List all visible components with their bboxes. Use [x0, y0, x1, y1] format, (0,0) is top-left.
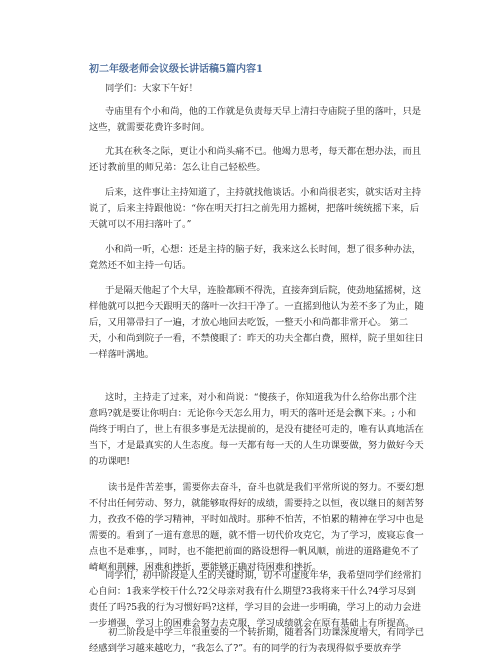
paragraph-line: 尚终于明白了，世上有很多事是无法提前的，是没有捷径可走的，唯有认真地活在	[89, 424, 424, 436]
paragraph	[89, 390, 424, 470]
paragraph-line: 读书是件苦差事，需要你去奋斗，奋斗也就是我们平常所说的努力。不要幻想	[108, 482, 425, 493]
paragraph-line: 后，又用箒帚扫了一遍，才放心地回去吃饭，一整天小和尚都非常开心。 第二	[89, 317, 409, 329]
paragraph-line: 崎岖和荆棘，困难和挫折，要能够正确对待困难和挫折。	[89, 562, 322, 574]
paragraph	[89, 242, 420, 274]
paragraph-line: 天，小和尚到院子一看，不禁傻眼了：昨天的功夫全都白费，照样，院子里如往日	[89, 333, 424, 345]
paragraph-line: 这些，就需要花费许多时间。	[89, 122, 210, 134]
paragraph-line: 小和尚一听，心想：还是主持的脑子好，我来这么长时间，想了很多种办法，	[105, 244, 422, 255]
paragraph-line: 天就可以不用扫落叶了。”	[89, 219, 192, 231]
paragraph-line: 意吗?就是要让你明白：无论你今天怎么用力，明天的落叶还是会飘下来。; 小和	[89, 408, 417, 420]
paragraph-line: 力，孜孜不倦的学习精神，平时如战时。那种不怕苦，不怕累的精神在学习中也是	[89, 514, 424, 526]
paragraph-line: 经感到学习越来越吃力，“我怎么了?”。有的同学的行为表现得似乎要放弃学	[89, 643, 401, 655]
paragraph-line: 初二阶段是中学三年很重要的一个转折期，随着各门功课深度增大，有同学已	[108, 627, 425, 638]
paragraph	[89, 81, 420, 97]
paragraph-line: 于是隔天他起了个大早，连脸都顾不得洗，直接奔到后院，使劲地猛摇树，这	[105, 285, 422, 296]
paragraph-line: 后来，这件事让主持知道了，主持就找他谈话。小和尚很老实，就实话对主持	[105, 187, 422, 198]
paragraph-line: 当下，才是最真实的人生态度。每一天都有每一天的人生功课要做，努力做好今天	[89, 440, 424, 452]
paragraph	[89, 104, 420, 136]
paragraph-line: 点也不是难事，，同时，也不能把前面的路设想得一帆风顺，前进的道路避免不了	[89, 546, 420, 558]
document-title: 初二年级老师会议级长讲话稿5篇内容1	[89, 64, 263, 75]
paragraph-line: 需要的。看到了一道有意思的题，就不惜一切代价攻克它，为了学习，废寝忘食一	[89, 530, 424, 542]
paragraph-line: 样他就可以把今天跟明天的落叶一次扫干净了。一直摇到他认为差不多了为止，随	[89, 301, 424, 313]
paragraph-line: 责任了吗?5我的行为习惯好吗?这样，学习目的会进一步明确，学习上的动力会进	[89, 602, 421, 614]
paragraph-line: 的功课吧!	[89, 456, 130, 468]
paragraph-line: 同学们，初中阶段是人生的关键时期，切不可虚度年华，我希望同学们经常扪	[105, 570, 422, 581]
paragraph	[89, 185, 420, 233]
paragraph	[89, 480, 425, 577]
paragraph	[89, 568, 420, 632]
paragraph	[89, 283, 424, 363]
paragraph-line: 一步增强，学习上的困难会努力去克服，学习成绩就会在原有基础上有所提高。	[89, 618, 415, 630]
paragraph-line: 一样落叶满地。	[89, 349, 155, 361]
paragraph	[89, 625, 425, 657]
paragraph-line: 不付出任何劳动、努力，就能够取得好的成绩，需要持之以恒，夜以继日的刻苦努	[89, 498, 424, 510]
paragraph-line: 这时，主持走了过来，对小和尚说：“傻孩子，你知道我为什么给你出那个注	[105, 392, 417, 403]
paragraph-line: 尤其在秋冬之际，更让小和尚头痛不已。他竭力思考，每天都在想办法，而且	[105, 146, 422, 157]
paragraph-line: 竟然还不如主持一句话。	[89, 260, 192, 272]
paragraph-line: 同学们：大家下午好！	[105, 83, 198, 94]
paragraph-line: 寺庙里有个小和尚，他的工作就是负责每天早上清扫寺庙院子里的落叶，只是	[105, 106, 422, 117]
paragraph	[89, 144, 420, 176]
paragraph-line: 说了，后来主持跟他说：“你在明天打扫之前先用力摇树，把落叶统统摇下来，后	[89, 203, 420, 215]
paragraph-line: 还讨教前里的师兄弟：怎么让自己轻松些。	[89, 162, 266, 174]
paragraph-line: 心自问：1我来学校干什么?2父母亲对我有什么期望?3我将来干什么?4学习尽到	[89, 586, 416, 598]
